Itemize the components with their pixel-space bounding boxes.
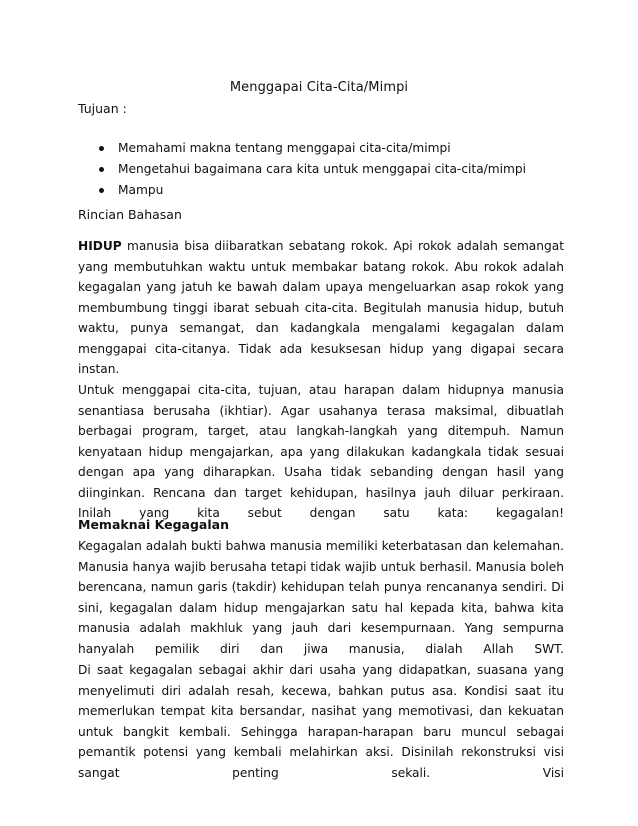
section-heading-kegagalan: Memaknai Kegagalan [78, 517, 229, 532]
paragraph-body: manusia bisa diibaratkan sebatang rokok. Api rokok adalah semangat yang membutuhkan waktu untuk membakar batang rokok. Abu rokok adalah kegagalan yang jatuh ke bawah dalam upaya mengeluarkan asap rokok yang membumbung tinggi ibarat sebuah cita-cita. Begitulah manusia hidup, butuh waktu, punya semangat, dan kadangkala mengalami kegagalan dalam menggapai cita-citanya. Tidak ada kesuksesan hidup yang digapai secara instan. [78, 239, 564, 376]
paragraph-lead-word: HIDUP [78, 239, 122, 253]
paragraph-usaha [78, 380, 564, 524]
tujuan-item: Mengetahui bagaimana cara kita untuk menggapai cita-cita/mimpi [96, 159, 526, 180]
tujuan-label: Tujuan : [78, 101, 127, 116]
paragraph-body: Di saat kegagalan sebagai akhir dari usaha yang didapatkan, suasana yang menyelimuti diri adalah resah, kecewa, bahkan putus asa. Kondisi saat itu memerlukan tempat kita bersandar, nasihat yang memotivasi, dan kekuatan untuk bangkit kembali. Sehingga harapan-harapan baru muncul sebagai pemantik potensi yang kembali melahirkan aksi. Disinilah rekonstruksi visi sangat penting sekali. Visi [78, 663, 564, 780]
tujuan-item: Mampu [96, 180, 526, 201]
rincian-bahasan-label: Rincian Bahasan [78, 207, 182, 222]
paragraph-body: Untuk menggapai cita-cita, tujuan, atau harapan dalam hidupnya manusia senantiasa berusaha (ikhtiar). Agar usahanya terasa maksimal, dibuatlah berbagai program, target, atau langkah-langkah yang ditempuh. Namun kenyataan hidup mengajarkan, apa yang dilakukan kadangkala tidak sesuai dengan apa yang diharapkan. Usaha tidak sebanding dengan hasil yang diinginkan. Rencana dan target kehidupan, hasilnya jauh diluar perkiraan. Inilah yang kita sebut dengan satu kata: kegagalan! [78, 383, 564, 520]
paragraph-hidup [78, 236, 564, 380]
tujuan-item: Memahami makna tentang menggapai cita-cita/mimpi [96, 138, 526, 159]
paragraph-akhir-usaha [78, 660, 564, 783]
document-title: Menggapai Cita-Cita/Mimpi [229, 80, 409, 95]
paragraph-kegagalan [78, 536, 564, 659]
paragraph-body: Kegagalan adalah bukti bahwa manusia memiliki keterbatasan dan kelemahan. Manusia hanya wajib berusaha tetapi tidak wajib untuk berhasil. Manusia boleh berencana, namun garis (takdir) kehidupan telah punya rencananya sendiri. Di sini, kegagalan dalam hidup mengajarkan satu hal kepada kita, bahwa kita manusia adalah makhluk yang jauh dari kesempurnaan. Yang sempurna hanyalah pemilik diri dan jiwa manusia, dialah Allah SWT. [78, 539, 564, 656]
tujuan-list [96, 138, 526, 201]
